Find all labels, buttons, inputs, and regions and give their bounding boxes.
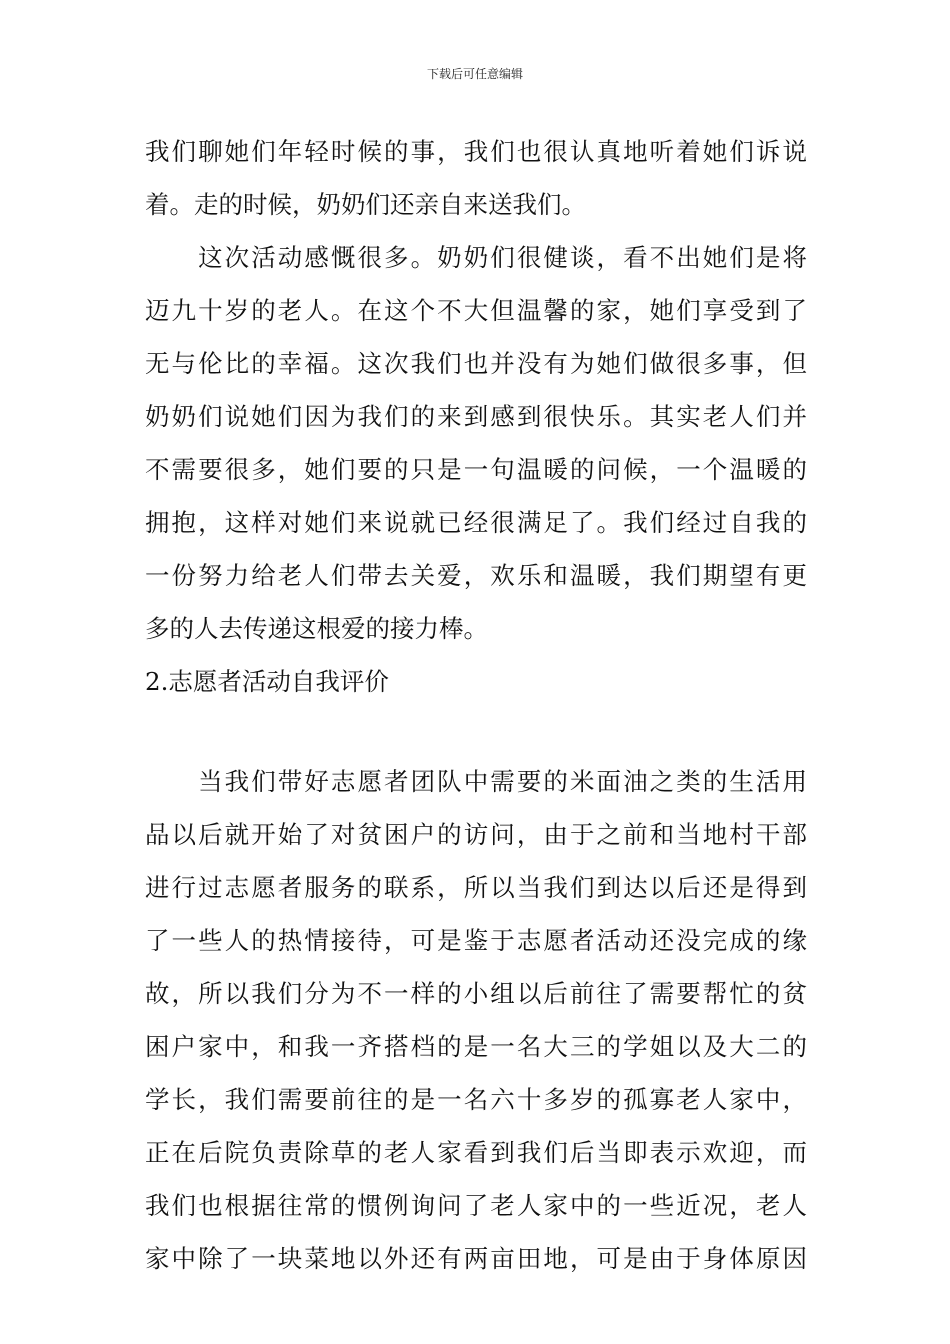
text-line: 这次活动感慨很多。奶奶们很健谈，看不出她们是将 [145, 243, 807, 272]
text-line: 一份努力给老人们带去关爱，欢乐和温暖，我们期望有更 [145, 561, 807, 590]
text-line: 不需要很多，她们要的只是一句温暖的问候，一个温暖的 [145, 455, 807, 484]
text-line: 故，所以我们分为不一样的小组以后前往了需要帮忙的贫 [145, 979, 807, 1008]
text-line: 了一些人的热情接待，可是鉴于志愿者活动还没完成的缘 [145, 926, 807, 955]
text-line: 进行过志愿者服务的联系，所以当我们到达以后还是得到 [145, 873, 807, 902]
section-heading: 2.志愿者活动自我评价 [145, 667, 389, 696]
text-line: 我们聊她们年轻时候的事，我们也很认真地听着她们诉说 [145, 137, 807, 166]
text-line: 正在后院负责除草的老人家看到我们后当即表示欢迎，而 [145, 1138, 807, 1167]
text-line: 困户家中，和我一齐搭档的是一名大三的学姐以及大二的 [145, 1032, 807, 1061]
text-line: 奶奶们说她们因为我们的来到感到很快乐。其实老人们并 [145, 402, 807, 431]
text-line: 无与伦比的幸福。这次我们也并没有为她们做很多事，但 [145, 349, 807, 378]
text-line: 品以后就开始了对贫困户的访问，由于之前和当地村干部 [145, 820, 807, 849]
blank-spacer [145, 708, 807, 755]
document-body [145, 125, 807, 1285]
page-header: 下载后可任意编辑 [426, 67, 523, 81]
text-line: 学长，我们需要前往的是一名六十多岁的孤寡老人家中， [145, 1085, 807, 1114]
text-line: 多的人去传递这根爱的接力棒。 [145, 614, 488, 643]
paragraph-elderly-visit-end [145, 125, 807, 231]
text-line: 着。走的时候，奶奶们还亲自来送我们。 [145, 190, 586, 219]
text-line: 当我们带好志愿者团队中需要的米面油之类的生活用 [145, 767, 807, 796]
text-line: 迈九十岁的老人。在这个不大但温馨的家，她们享受到了 [145, 296, 807, 325]
paragraph-reflection [145, 231, 807, 655]
text-line: 拥抱，这样对她们来说就已经很满足了。我们经过自我的 [145, 508, 807, 537]
text-line: 我们也根据往常的惯例询问了老人家中的一些近况，老人 [145, 1191, 807, 1220]
text-line: 家中除了一块菜地以外还有两亩田地，可是由于身体原因 [145, 1244, 807, 1273]
paragraph-self-evaluation [145, 755, 807, 1285]
